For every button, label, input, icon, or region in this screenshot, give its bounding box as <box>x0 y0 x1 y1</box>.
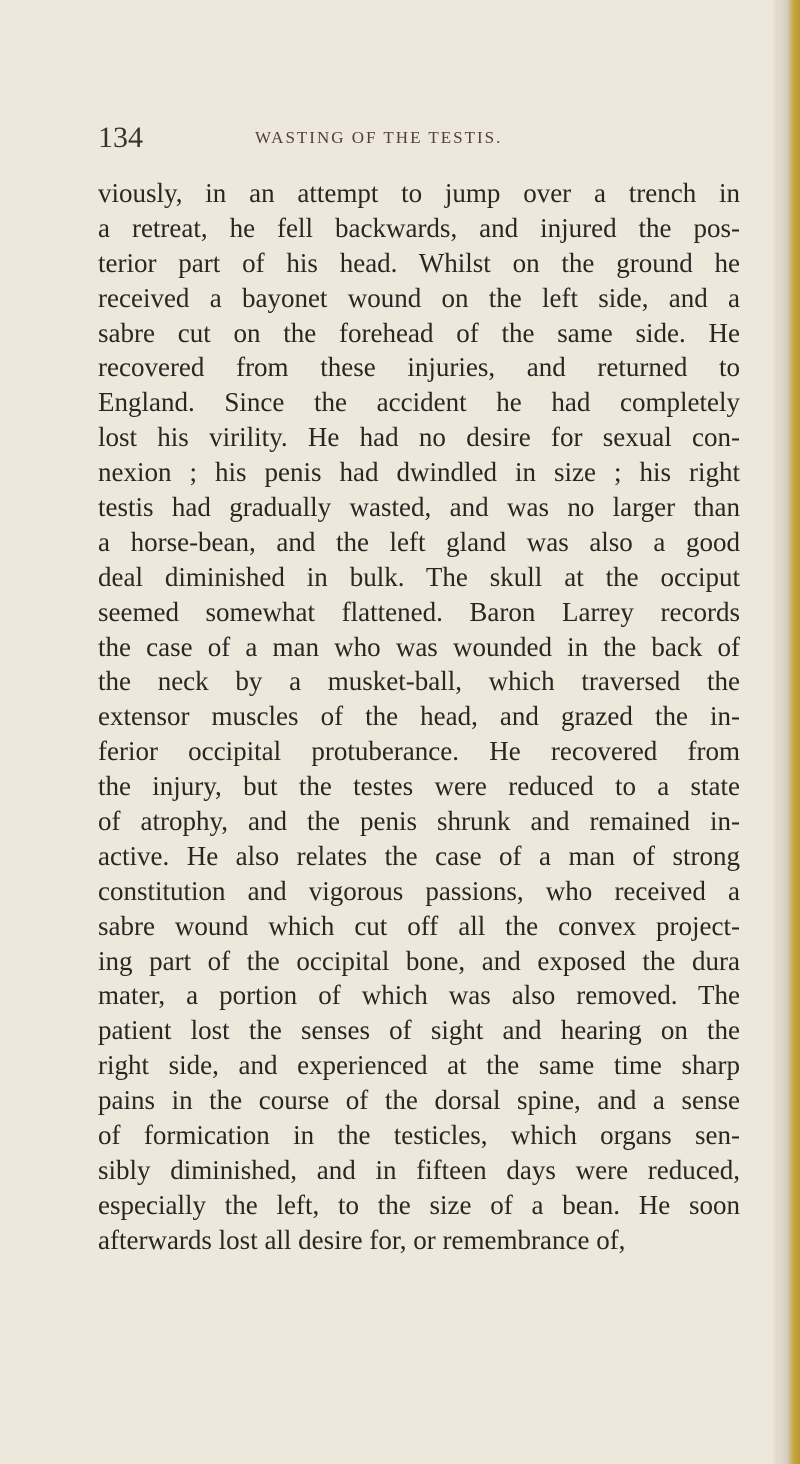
text-line: seemed somewhat flattened. Baron Larrey records <box>98 596 740 627</box>
text-line: terior part of his head. Whilst on the ground he <box>98 247 740 278</box>
text-line: active. He also relates the case of a man of strong <box>98 840 740 871</box>
text-line: a horse-bean, and the left gland was also a good <box>98 526 740 557</box>
text-line: sabre cut on the forehead of the same side. He <box>98 317 740 348</box>
text-line: mater, a portion of which was also removed. The <box>98 980 740 1011</box>
text-line: testis had gradually wasted, and was no larger than <box>98 492 740 523</box>
page-number: 134 <box>98 121 143 154</box>
text-line: the injury, but the testes were reduced to a state <box>98 771 740 802</box>
text-line: afterwards lost all desire for, or remembrance of, <box>98 1224 626 1255</box>
running-head: WASTING OF THE TESTIS. <box>255 128 503 147</box>
text-line: constitution and vigorous passions, who received a <box>98 875 740 906</box>
text-line: ing part of the occipital bone, and exposed the dura <box>98 945 740 976</box>
text-line: the neck by a musket-ball, which traversed the <box>98 666 740 697</box>
text-line: ferior occipital protuberance. He recovered from <box>98 736 740 767</box>
page-header <box>98 118 738 158</box>
text-line: England. Since the accident he had completely <box>98 387 740 418</box>
text-line: right side, and experienced at the same time sharp <box>98 1050 740 1081</box>
text-line: recovered from these injuries, and returned to <box>98 352 740 383</box>
text-line: the case of a man who was wounded in the back of <box>98 631 740 662</box>
book-page-edge <box>778 0 800 1464</box>
text-line: viously, in an attempt to jump over a trench in <box>98 178 740 208</box>
text-line: extensor muscles of the head, and grazed the in- <box>98 701 740 732</box>
text-line: a retreat, he fell backwards, and injured the pos- <box>98 212 740 243</box>
body-text <box>98 176 740 1258</box>
text-line: sibly diminished, and in fifteen days were reduced, <box>98 1154 740 1185</box>
text-line: sabre wound which cut off all the convex project- <box>98 910 740 941</box>
text-line: especially the left, to the size of a bean. He soon <box>98 1189 740 1220</box>
text-line: patient lost the senses of sight and hearing on the <box>98 1015 740 1046</box>
text-line: deal diminished in bulk. The skull at the occiput <box>98 561 740 592</box>
text-line: of atrophy, and the penis shrunk and remained in- <box>98 806 740 837</box>
text-line: received a bayonet wound on the left side, and a <box>98 282 740 313</box>
text-line: pains in the course of the dorsal spine, and a sense <box>98 1085 740 1116</box>
text-line: of formication in the testicles, which organs sen- <box>98 1120 740 1151</box>
text-line: lost his virility. He had no desire for sexual con- <box>98 422 740 453</box>
text-line: nexion ; his penis had dwindled in size ; his right <box>98 457 740 488</box>
